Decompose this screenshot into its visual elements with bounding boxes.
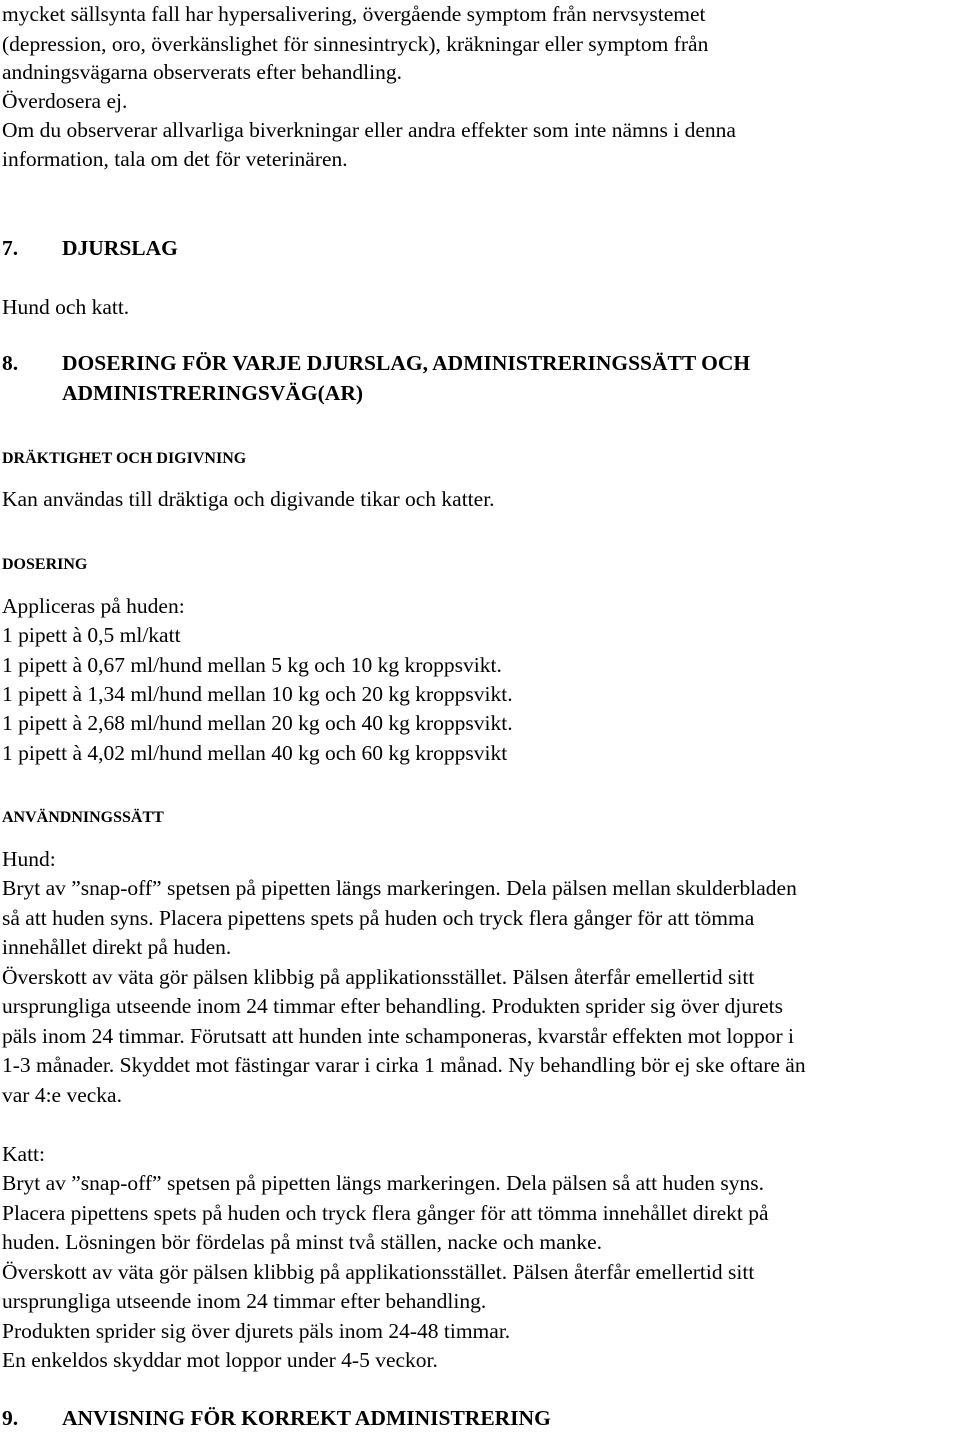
- cat-line: En enkeldos skyddar mot loppor under 4-5 veckor.: [2, 1348, 438, 1372]
- intro-line: Om du observerar allvarliga biverkningar eller andra effekter som inte nämns i denna: [2, 118, 736, 142]
- section-8-title-line2: ADMINISTRERINGSVÄG(AR): [62, 381, 364, 405]
- dosage-line: 1 pipett à 1,34 ml/hund mellan 10 kg och 20 kg kroppsvikt.: [2, 682, 513, 706]
- dog-line: ursprungliga utseende inom 24 timmar efter behandling. Produkten sprider sig över djurets: [2, 994, 783, 1018]
- dog-line: Hund:: [2, 847, 56, 871]
- intro-line: andningsvägarna observerats efter behandling.: [2, 60, 402, 84]
- intro-line: (depression, oro, överkänslighet för sinnesintryck), kräkningar eller symptom från: [2, 32, 709, 56]
- dosage-line: Appliceras på huden:: [2, 594, 185, 618]
- section-7-number: 7.: [2, 236, 19, 260]
- dog-line: så att huden syns. Placera pipettens spets på huden och tryck flera gånger för att tömma: [2, 906, 755, 930]
- section-7-title: DJURSLAG: [62, 236, 178, 260]
- dog-line: innehållet direkt på huden.: [2, 935, 232, 959]
- section-9-number: 9.: [2, 1406, 19, 1430]
- dog-line: Överskott av väta gör pälsen klibbig på applikationsstället. Pälsen återfår emellertid sitt: [2, 965, 755, 989]
- cat-line: Katt:: [2, 1142, 45, 1166]
- dosage-line: 1 pipett à 4,02 ml/hund mellan 40 kg och 60 kg kroppsvikt: [2, 741, 508, 765]
- section-7-body: Hund och katt.: [2, 295, 130, 319]
- dog-line: var 4:e vecka.: [2, 1083, 122, 1107]
- cat-line: Överskott av väta gör pälsen klibbig på applikationsstället. Pälsen återfår emellertid sitt: [2, 1260, 755, 1284]
- cat-line: Placera pipettens spets på huden och tryck flera gånger för att tömma innehållet direkt på: [2, 1201, 769, 1225]
- dosage-line: 1 pipett à 2,68 ml/hund mellan 20 kg och 40 kg kroppsvikt.: [2, 711, 513, 735]
- section-8-title-line1: DOSERING FÖR VARJE DJURSLAG, ADMINISTRERINGSSÄTT OCH: [62, 351, 751, 375]
- dog-line: 1-3 månader. Skyddet mot fästingar varar i cirka 1 månad. Ny behandling bör ej ske oftare än: [2, 1053, 806, 1077]
- section-8-number: 8.: [2, 351, 19, 375]
- intro-line: Överdosera ej.: [2, 89, 128, 113]
- dog-line: Bryt av ”snap-off” spetsen på pipetten längs markeringen. Dela pälsen mellan skulderbladen: [2, 876, 797, 900]
- intro-line: information, tala om det för veterinären.: [2, 147, 348, 171]
- pregnancy-text: Kan användas till dräktiga och digivande tikar och katter.: [2, 487, 495, 511]
- cat-line: ursprungliga utseende inom 24 timmar efter behandling.: [2, 1289, 487, 1313]
- cat-line: huden. Lösningen bör fördelas på minst två ställen, nacke och manke.: [2, 1230, 603, 1254]
- intro-line: mycket sällsynta fall har hypersalivering, övergående symptom från nervsystemet: [2, 2, 706, 26]
- cat-line: Bryt av ”snap-off” spetsen på pipetten längs markeringen. Dela pälsen så att huden syns.: [2, 1171, 765, 1195]
- pregnancy-heading: DRÄKTIGHET OCH DIGIVNING: [2, 450, 247, 467]
- cat-line: Produkten sprider sig över djurets päls inom 24-48 timmar.: [2, 1319, 511, 1343]
- section-9-title: ANVISNING FÖR KORREKT ADMINISTRERING: [62, 1406, 551, 1430]
- dosage-heading: DOSERING: [2, 556, 88, 573]
- admin-heading: ANVÄNDNINGSSÄTT: [2, 809, 164, 826]
- dosage-line: 1 pipett à 0,5 ml/katt: [2, 623, 181, 647]
- dog-line: päls inom 24 timmar. Förutsatt att hunden inte schamponeras, kvarstår effekten mot loppor i: [2, 1024, 794, 1048]
- dosage-line: 1 pipett à 0,67 ml/hund mellan 5 kg och 10 kg kroppsvikt.: [2, 653, 502, 677]
